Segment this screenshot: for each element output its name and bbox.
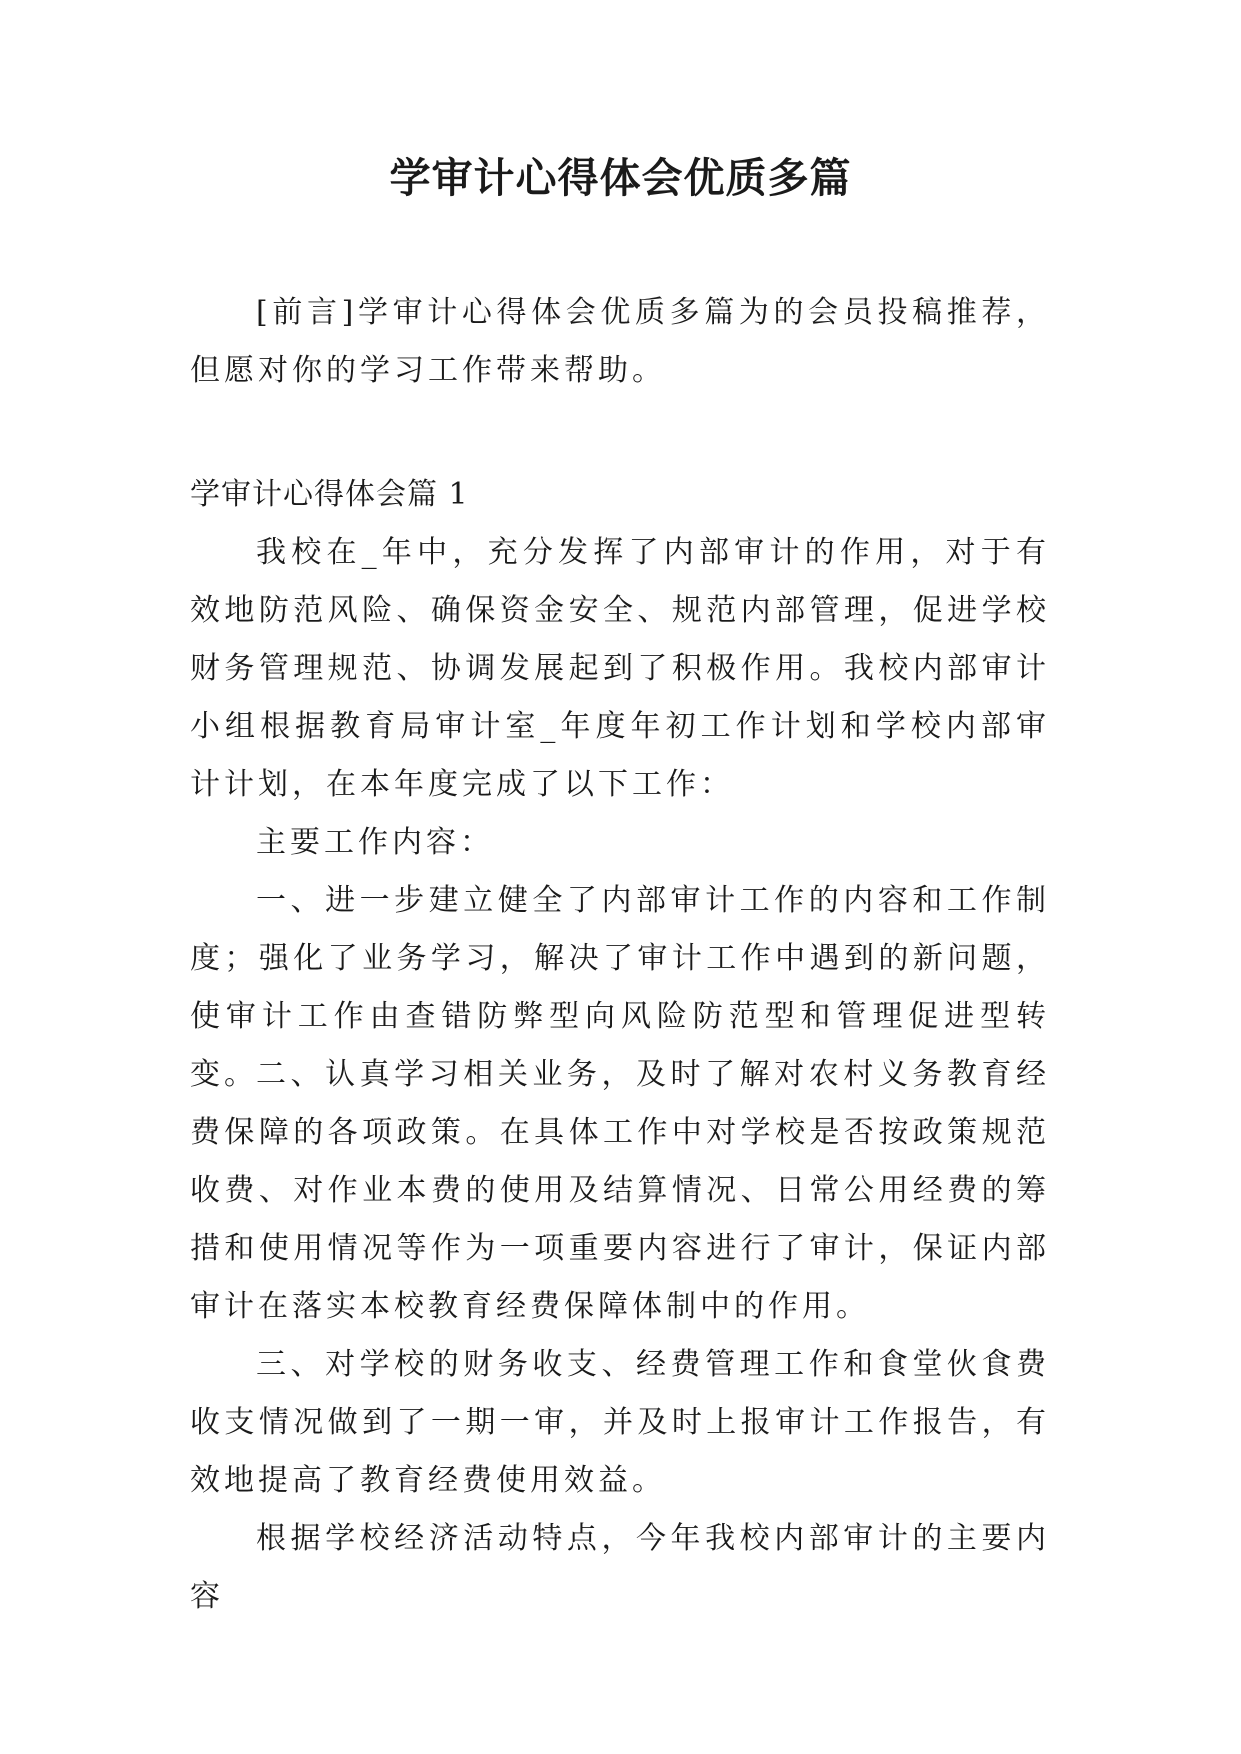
body-paragraph: 主要工作内容： bbox=[256, 825, 494, 860]
section-heading: 学审计心得体会篇 1 bbox=[190, 477, 469, 512]
body-paragraph: 二、认真学习相关业务，及时了解对农村义务教育经费保障的各项政策。在具体工作中对学校是否按政策规范收费、对作业本费的使用及结算情况、日常公用经费的筹措和使用情况等作为一项重要内容进行了审计，保证内部审计在落实本校教育经费保障体制中的作用。 bbox=[190, 1057, 1050, 1324]
body-paragraph: 一、进一步建立健全了内部审计工作的内容和工作制度；强化了业务学习，解决了审计工作中遇到的新问题，使审计工作由查错防弊型向风险防范型和管理促进型转变。 bbox=[190, 883, 1050, 1092]
document-title: 学审计心得体会优质多篇 bbox=[389, 154, 852, 202]
preface-paragraph: [前言]学审计心得体会优质多篇为的会员投稿推荐，但愿对你的学习工作带来帮助。 bbox=[190, 295, 1050, 388]
body-paragraph: 根据学校经济活动特点，今年我校内部审计的主要内容 bbox=[190, 1521, 1050, 1614]
body-paragraph: 我校在_年中，充分发挥了内部审计的作用，对于有效地防范风险、确保资金安全、规范内部管理，促进学校财务管理规范、协调发展起到了积极作用。我校内部审计小组根据教育局审计室_年度年初工作计划和学校内部审计计划，在本年度完成了以下工作： bbox=[190, 535, 1050, 802]
body-paragraph: 三、对学校的财务收支、经费管理工作和食堂伙食费收支情况做到了一期一审，并及时上报审计工作报告，有效地提高了教育经费使用效益。 bbox=[190, 1347, 1050, 1498]
